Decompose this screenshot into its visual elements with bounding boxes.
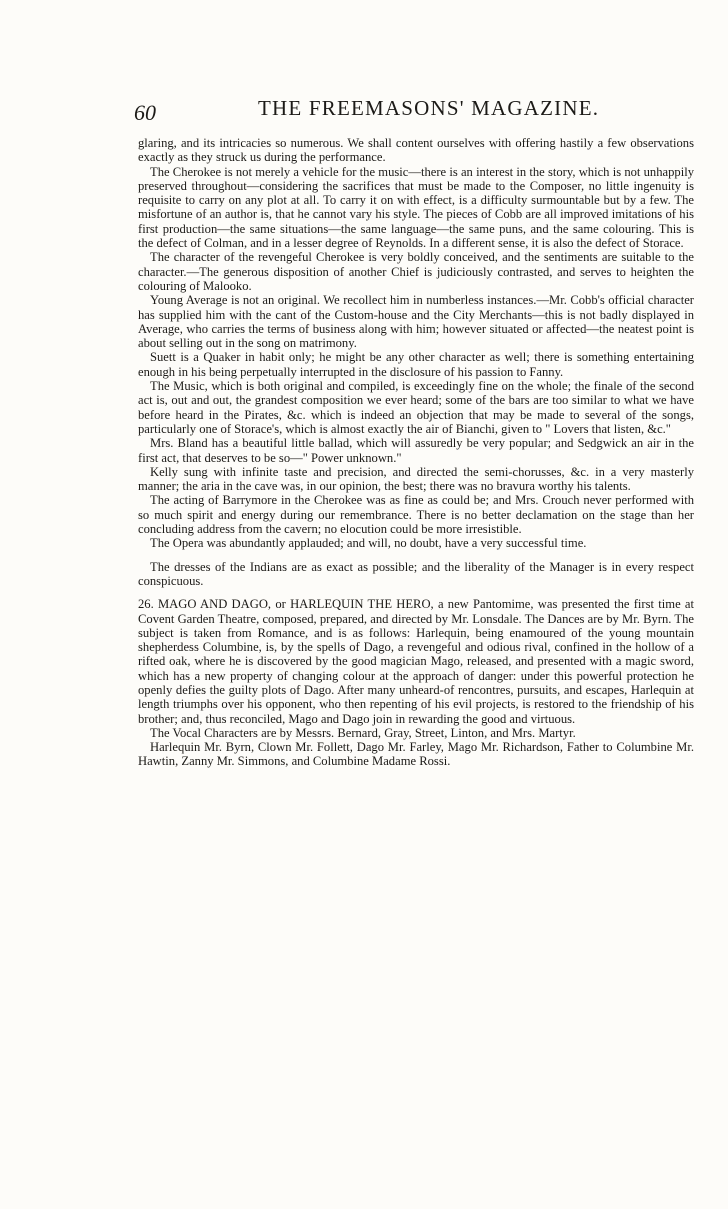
- paragraph-kelly: Kelly sung with infinite taste and precision, and directed the semi-chorusses, &c. in a very masterly manner; the aria in the cave was, in our opinion, the best; there was no bravura worthy his talents.: [138, 464, 694, 494]
- paragraph-applause: The Opera was abundantly applauded; and will, no doubt, have a very successful time.: [150, 536, 587, 551]
- running-title: THE FREEMASONS' MAGAZINE.: [258, 96, 600, 120]
- paragraph-cherokee-story: The Cherokee is not merely a vehicle for the music—there is an interest in the story, which is not unhappily preserved throughout—considering the sacrifices that must be made to the Composer, no little ingenuity is requisite to carry on any plot at all. To carry it on with effect, is a difficulty surmountable but by a few. The misfortune of an author is, that he cannot vary his style. The pieces of Cobb are all improved imitations of his first production—the same situations—the same language—the same puns, and the same colouring. This is the defect of Colman, and in a lesser degree of Reynolds. In a different sense, it is also the defect of Storace.: [138, 164, 694, 251]
- paragraph-cast-list: Harlequin Mr. Byrn, Clown Mr. Follett, Dago Mr. Farley, Mago Mr. Richardson, Father to Columbine Mr. Hawtin, Zanny Mr. Simmons, and Columbine Madame Rossi.: [138, 740, 694, 769]
- paragraph-continuation: glaring, and its intricacies so numerous. We shall content ourselves with offering hastily a few observations exactly as they struck us during the performance.: [138, 136, 694, 165]
- paragraph-suett: Suett is a Quaker in habit only; he might be any other character as well; there is something entertaining enough in his being perpetually interrupted in the disclosure of his passion to Fanny.: [138, 350, 694, 379]
- paragraph-mrs-bland: Mrs. Bland has a beautiful little ballad, which will assuredly be very popular; and Sedgwick an air in the first act, that deserves to be so—" Power unknown.": [138, 436, 694, 465]
- paragraph-acting: The acting of Barrymore in the Cherokee was as fine as could be; and Mrs. Crouch never performed with so much spirit and energy during our remembrance. There is no better declamation on the stage than her concluding address from the cavern; no elocution could be more irresistible.: [138, 493, 694, 537]
- paragraph-dresses: The dresses of the Indians are as exact as possible; and the liberality of the Manager is in every respect conspicuous.: [138, 559, 694, 588]
- page-header: [134, 96, 694, 128]
- page-number: 60: [134, 100, 156, 125]
- article-body: [138, 136, 694, 769]
- paragraph-vocal-characters: The Vocal Characters are by Messrs. Bernard, Gray, Street, Linton, and Mrs. Martyr.: [150, 725, 576, 740]
- paragraph-young-average: Young Average is not an original. We recollect him in numberless instances.—Mr. Cobb's official character has supplied him with the cant of the Custom-house and the City Merchants—this is not badly displayed in Average, who carries the terms of business along with him; however situated or affected—the neatest point is about selling out in the song on matrimony.: [138, 293, 694, 351]
- paragraph-mago-and-dago: 26. MAGO AND DAGO, or HARLEQUIN THE HERO, a new Pantomime, was presented the first time at Covent Garden Theatre, composed, prepared, and directed by Mr. Lonsdale. The Dances are by Mr. Byrn. The subject is taken from Romance, and is as follows: Harlequin, being enamoured of the young mountain shepherdess Columbine, is, by the spells of Dago, a revengeful and odious rival, confined in the hollow of a rifted oak, where he is discovered by the good magician Mago, released, and presented with a magic sword, which has a new property of changing colour at the approach of danger: under this powerful protection he openly defies the guilty plots of Dago. After many unheard-of rencontres, pursuits, and escapes, Harlequin at length triumphs over his opponent, who then repenting of his evil projects, is restored to the friendship of his brother; and, thus reconciled, Mago and Dago join in rewarding the good and virtuous.: [138, 597, 694, 726]
- paragraph-music: The Music, which is both original and compiled, is exceedingly fine on the whole; the finale of the second act is, out and out, the grandest composition we ever heard; some of the bars are too similar to what we have before heard in the Pirates, &c. which is indeed an objection that may be made to several of the songs, particularly one of Storace's, which is almost exactly the air of Bianchi, given to " Lovers that listen, &c.": [138, 379, 694, 436]
- paragraph-cherokee-character: The character of the revengeful Cherokee is very boldly conceived, and the sentiments are suitable to the character.—The generous disposition of another Chief is judiciously contrasted, and serves to heighten the colouring of Malooko.: [138, 250, 694, 293]
